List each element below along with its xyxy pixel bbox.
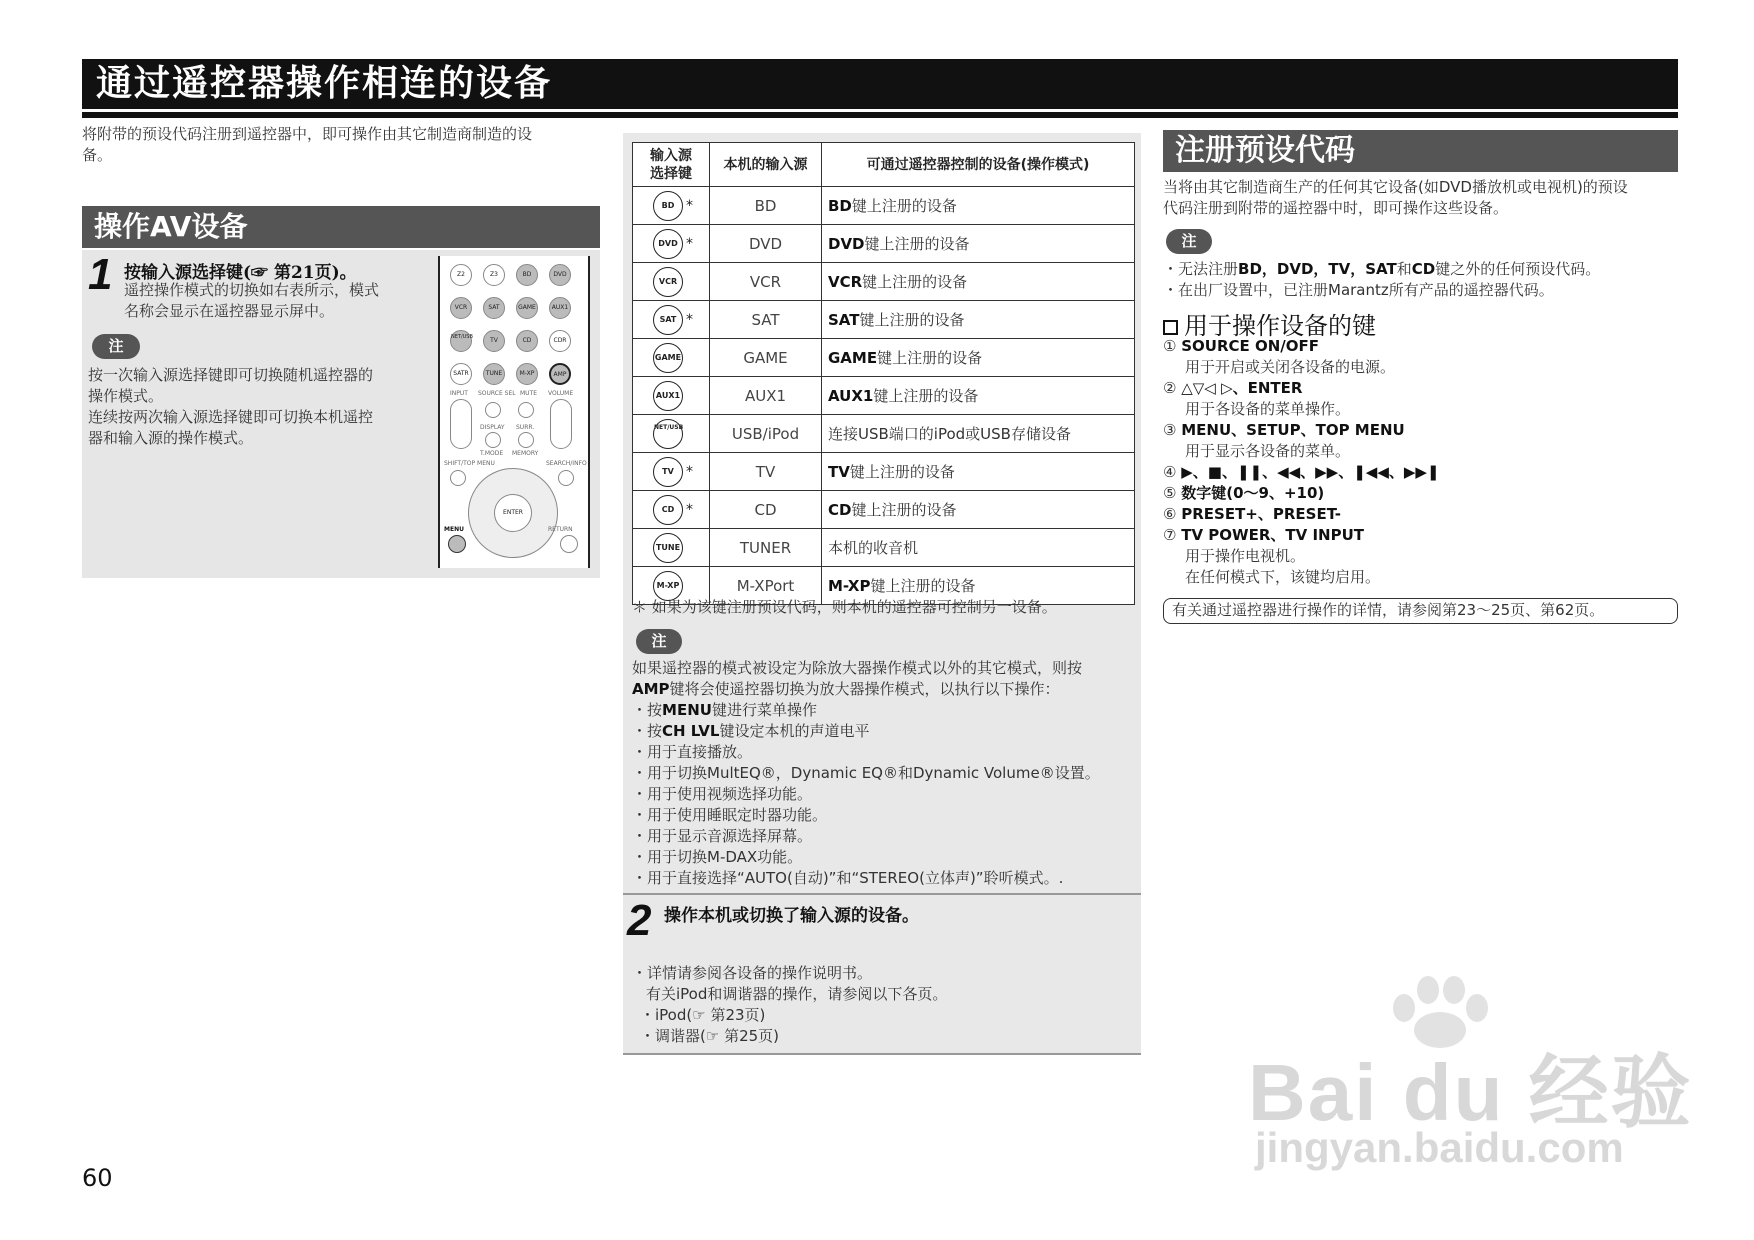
step2-ref-tuner: ・调谐器(☞ 第25页) (640, 1027, 780, 1045)
step2-bottom-divider (623, 1053, 1141, 1055)
device-text: 本机的收音机 (828, 539, 919, 557)
key-num: ④ (1163, 463, 1177, 481)
cell-device (822, 453, 1135, 491)
device-text: 键上注册的设备 (877, 349, 983, 367)
right-notes (1163, 259, 1600, 301)
input-key-icon: GAME (653, 343, 683, 373)
remote-btn-game: GAME (516, 297, 538, 319)
cell-device (822, 491, 1135, 529)
step1-line: 遥控操作模式的切换如右表所示，模式 (124, 281, 380, 299)
device-text: 键上注册的设备 (864, 235, 970, 253)
remote-btn-aux1: AUX1 (549, 297, 571, 319)
remote-btn-dvd: DVD (549, 264, 571, 286)
input-key-icon: TUNE (653, 533, 683, 563)
asterisk-mark: * (686, 501, 693, 518)
key-desc: 用于显示各设备的菜单。 (1185, 442, 1351, 460)
cell-source: BD (710, 187, 822, 225)
section-title: 注册预设代码 (1175, 133, 1355, 168)
remote-btn-z3: Z3 (483, 264, 505, 286)
line2-text: 键将会使遥控器切换为放大器操作模式，以执行以下操作： (669, 680, 1060, 698)
remote-enter-button: ENTER (494, 494, 532, 532)
note-badge: 注 (92, 334, 140, 359)
device-text: 键上注册的设备 (870, 577, 976, 595)
step2-line: ・详情请参阅各设备的操作说明书。 (632, 964, 873, 982)
device-key-name: AUX1 (828, 387, 874, 405)
device-text: 键上注册的设备 (862, 273, 968, 291)
table-row (633, 453, 1135, 491)
step-number-1: 1 (88, 250, 113, 299)
input-source-table (632, 142, 1135, 605)
cell-device (822, 225, 1135, 263)
col-header-key: 输入源 选择键 (633, 143, 710, 187)
table-row (633, 415, 1135, 453)
key-label: TV POWER、TV INPUT (1181, 526, 1364, 544)
key-num: ① (1163, 337, 1177, 355)
middle-bullet: ・用于使用视频选择功能。 (632, 785, 813, 803)
cell-source: TUNER (710, 529, 822, 567)
remote-label-mute: MUTE (520, 390, 538, 397)
cell-source: M-XPort (710, 567, 822, 605)
key-label: MENU、SETUP、TOP MENU (1181, 421, 1405, 439)
middle-bullet: ・用于切换M-DAX功能。 (632, 848, 803, 866)
remote-btn-menu (448, 535, 466, 553)
middle-note-line2 (632, 679, 1138, 700)
table-row (633, 339, 1135, 377)
middle-bullet: ・用于直接选择“AUTO(自动)”和“STEREO(立体声)”聆听模式。. (632, 869, 1064, 887)
cell-device (822, 263, 1135, 301)
section-title: 操作AV设备 (94, 210, 248, 243)
remote-btn-net-usb: NET/USB (450, 330, 472, 352)
key-num: ⑦ (1163, 526, 1177, 544)
key-label: △▽◁ ▷、ENTER (1181, 379, 1303, 397)
device-key-name: GAME (828, 349, 878, 367)
table-footnote: ＊ 如果为该键注册预设代码，则本机的遥控器可控制另一设备。 (632, 598, 1057, 616)
device-key-name: M-XP (828, 577, 871, 595)
remote-btn-amp: AMP (549, 363, 571, 385)
left-note-text (88, 365, 373, 449)
cell-source: TV (710, 453, 822, 491)
note-line: 器和输入源的操作模式。 (88, 429, 254, 447)
remote-btn-tv: TV (483, 330, 505, 352)
step2-divider (623, 893, 1141, 895)
input-key-icon: TV (653, 457, 683, 487)
step2-line: 有关iPod和调谐器的操作，请参阅以下各页。 (646, 985, 948, 1003)
key-desc: 用于各设备的菜单操作。 (1185, 400, 1351, 418)
b1-pre: ・按 (632, 701, 663, 719)
middle-bullet: ・用于切换MultEQ®，Dynamic EQ®和Dynamic Volume®设置。 (632, 764, 1100, 782)
section-register-preset (1163, 130, 1678, 172)
cell-device (822, 339, 1135, 377)
step2-ref-ipod: ・iPod(☞ 第23页) (640, 1006, 766, 1024)
reference-box: 有关通过遥控器进行操作的详情，请参阅第23～25页、第62页。 (1163, 598, 1678, 624)
key-desc: 用于开启或关闭各设备的电源。 (1185, 358, 1396, 376)
right-note-2: ・在出厂设置中，已注册Marantz所有产品的遥控器代码。 (1163, 281, 1554, 299)
cell-source: SAT (710, 301, 822, 339)
remote-label-display: DISPLAY (480, 424, 505, 431)
key-item-2 (1163, 378, 1440, 399)
keys-list (1163, 336, 1440, 588)
remote-btn-display (485, 432, 501, 448)
cell-key (633, 529, 710, 567)
key-num: ⑤ (1163, 484, 1177, 502)
step1-line: 名称会显示在遥控器显示屏中。 (124, 302, 335, 320)
input-key-icon: DVD (653, 229, 683, 259)
remote-illustration (438, 256, 590, 568)
middle-bullet: ・用于使用睡眠定时器功能。 (632, 806, 828, 824)
middle-bullet: ・用于显示音源选择屏幕。 (632, 827, 813, 845)
key-num: ② (1163, 379, 1177, 397)
page-title-bar (82, 59, 1678, 109)
table-row (633, 529, 1135, 567)
key-label: SOURCE ON/OFF (1181, 337, 1320, 355)
keys-title: 用于操作设备的键 (1184, 312, 1376, 340)
remote-label-input: INPUT (450, 390, 468, 397)
key-label: 数字键(0～9、+10) (1181, 484, 1325, 502)
key-desc: 用于操作电视机。 (1185, 547, 1306, 565)
remote-volume-rocker (550, 399, 572, 449)
page-number: 60 (82, 1164, 113, 1192)
remote-btn-info (558, 470, 574, 486)
asterisk-mark: * (686, 311, 693, 328)
right-intro-line: 当将由其它制造商生产的任何其它设备(如DVD播放机或电视机)的预设 (1163, 178, 1628, 196)
remote-btn-vcr: VCR (450, 297, 472, 319)
remote-label-volume: VOLUME (548, 390, 574, 397)
middle-bullet-menu (632, 700, 1138, 721)
n1-cd: CD (1411, 260, 1436, 278)
table-header-row (633, 143, 1135, 187)
table-row (633, 225, 1135, 263)
remote-btn-mute (518, 402, 534, 418)
cell-key (633, 225, 710, 263)
device-text: 键上注册的设备 (849, 463, 955, 481)
paw-icon (1380, 972, 1500, 1052)
remote-btn-sat: SAT (483, 297, 505, 319)
cell-key (633, 339, 710, 377)
cell-device (822, 415, 1135, 453)
input-key-icon: BD (653, 191, 683, 221)
key-desc-extra: 在任何模式下，该键均启用。 (1185, 568, 1381, 586)
cell-key (633, 491, 710, 529)
remote-btn-satr: SATR (450, 363, 472, 385)
right-intro (1163, 177, 1681, 219)
remote-btn-top-menu (450, 470, 466, 486)
key-num: ③ (1163, 421, 1177, 439)
cell-source: VCR (710, 263, 822, 301)
note-badge-middle: 注 (636, 629, 682, 654)
remote-label-return: RETURN (548, 526, 573, 533)
remote-btn-bd: BD (516, 264, 538, 286)
device-key-name: SAT (828, 311, 860, 329)
b2-post: 键设定本机的声道电平 (719, 722, 870, 740)
remote-btn-surr (518, 432, 534, 448)
cell-device (822, 377, 1135, 415)
key-item-7 (1163, 525, 1440, 546)
table-row (633, 263, 1135, 301)
right-intro-line: 代码注册到附带的遥控器中时，即可操作这些设备。 (1163, 199, 1509, 217)
key-item-3 (1163, 420, 1440, 441)
cell-key (633, 301, 710, 339)
col-header-device: 可通过遥控器控制的设备(操作模式) (822, 143, 1135, 187)
note-line: 操作模式。 (88, 387, 164, 405)
input-key-icon: M-XP (653, 571, 683, 601)
remote-input-rocker (450, 399, 472, 449)
b1-post: 键进行菜单操作 (711, 701, 817, 719)
key-num: ⑥ (1163, 505, 1177, 523)
device-text: 键上注册的设备 (851, 501, 957, 519)
remote-btn-source-sel (485, 402, 501, 418)
asterisk-mark: * (686, 197, 693, 214)
key-item-4 (1163, 462, 1440, 483)
device-key-name: CD (828, 501, 852, 519)
middle-note-text (632, 658, 1138, 889)
cell-source: CD (710, 491, 822, 529)
remote-btn-z2: Z2 (450, 264, 472, 286)
table-row (633, 301, 1135, 339)
key-item-1 (1163, 336, 1440, 357)
input-key-icon: SAT (653, 305, 683, 335)
input-key-icon: VCR (653, 267, 683, 297)
intro-line-2: 备。 (82, 146, 113, 164)
intro-line-1: 将附带的预设代码注册到遥控器中，即可操作由其它制造商制造的设 (82, 125, 533, 143)
table-row (633, 491, 1135, 529)
key-item-6 (1163, 504, 1440, 525)
cell-key (633, 263, 710, 301)
cell-key (633, 415, 710, 453)
remote-label-surr: SURR. (516, 424, 535, 431)
checkbox-icon (1163, 320, 1178, 335)
note-line: 连续按两次输入源选择键即可切换本机遥控 (88, 408, 374, 426)
remote-label-shift: SHIFT/TOP MENU (444, 460, 495, 467)
cell-device (822, 301, 1135, 339)
cell-source: DVD (710, 225, 822, 263)
page-title: 通过遥控器操作相连的设备 (96, 63, 553, 104)
device-text: 键上注册的设备 (873, 387, 979, 405)
key-label: PRESET+、PRESET- (1181, 505, 1341, 523)
section-operate-av (82, 206, 600, 248)
cell-key (633, 377, 710, 415)
remote-btn-mxp: M-XP (516, 363, 538, 385)
device-text: 键上注册的设备 (859, 311, 965, 329)
cell-source: USB/iPod (710, 415, 822, 453)
n1-post: 键之外的任何预设代码。 (1435, 260, 1601, 278)
key-item-5 (1163, 483, 1440, 504)
menu-key: MENU (662, 701, 712, 719)
cell-device (822, 529, 1135, 567)
remote-btn-cdr: CDR (549, 330, 571, 352)
n1-pre: ・无法注册 (1163, 260, 1239, 278)
intro-text (82, 124, 602, 166)
asterisk-mark: * (686, 463, 693, 480)
chlvl-key: CH LVL (662, 722, 720, 740)
device-key-name: TV (828, 463, 850, 481)
remote-label-source-sel: SOURCE SEL (478, 390, 516, 397)
cell-key (633, 187, 710, 225)
cell-source: GAME (710, 339, 822, 377)
asterisk-mark: * (686, 235, 693, 252)
device-key-name: BD (828, 197, 852, 215)
n1-keys: BD，DVD，TV，SAT (1238, 260, 1397, 278)
step-number-2: 2 (627, 896, 652, 945)
cell-key (633, 453, 710, 491)
table-body (633, 187, 1135, 605)
middle-bullet-chlvl (632, 721, 1138, 742)
middle-note-line1: 如果遥控器的模式被设定为除放大器操作模式以外的其它模式，则按 (632, 659, 1083, 677)
table-row (633, 187, 1135, 225)
amp-key: AMP (632, 680, 670, 698)
title-underline (82, 112, 1678, 118)
watermark-logo-text: Bai du 经验 (1248, 1048, 1693, 1137)
note-badge-right: 注 (1166, 229, 1212, 254)
device-text: 连接USB端口的iPod或USB存储设备 (828, 425, 1071, 443)
step1-title: 按输入源选择键(☞ 第21页)。 (124, 263, 357, 283)
remote-btn-cd: CD (516, 330, 538, 352)
device-key-name: VCR (828, 273, 863, 291)
cell-device (822, 187, 1135, 225)
remote-label-search: SEARCH/INFO (546, 460, 587, 467)
remote-label-menu: MENU (444, 526, 464, 533)
baidu-watermark-url: jingyan.baidu.com (1255, 1124, 1624, 1171)
note-line: 按一次输入源选择键即可切换随机遥控器的 (88, 366, 374, 384)
device-key-name: DVD (828, 235, 865, 253)
table-row (633, 377, 1135, 415)
remote-btn-return (560, 535, 578, 553)
step2-text (632, 963, 947, 1047)
input-key-icon: AUX1 (653, 381, 683, 411)
b2-pre: ・按 (632, 722, 663, 740)
input-key-icon: NET/USB (653, 419, 683, 449)
remote-label-tmode: T.MODE (480, 450, 504, 457)
right-note-1 (1163, 259, 1600, 280)
input-key-icon: CD (653, 495, 683, 525)
step1-text (124, 280, 379, 322)
n1-mid: 和 (1396, 260, 1412, 278)
step2-title: 操作本机或切换了输入源的设备。 (664, 906, 919, 926)
key-label: ▶、■、❚❚、◀◀、▶▶、❚◀◀、▶▶❚ (1181, 463, 1440, 481)
col-header-source: 本机的输入源 (710, 143, 822, 187)
remote-label-memory: MEMORY (512, 450, 539, 457)
device-text: 键上注册的设备 (851, 197, 957, 215)
remote-btn-tune: TUNE (483, 363, 505, 385)
middle-bullet: ・用于直接播放。 (632, 743, 753, 761)
cell-source: AUX1 (710, 377, 822, 415)
